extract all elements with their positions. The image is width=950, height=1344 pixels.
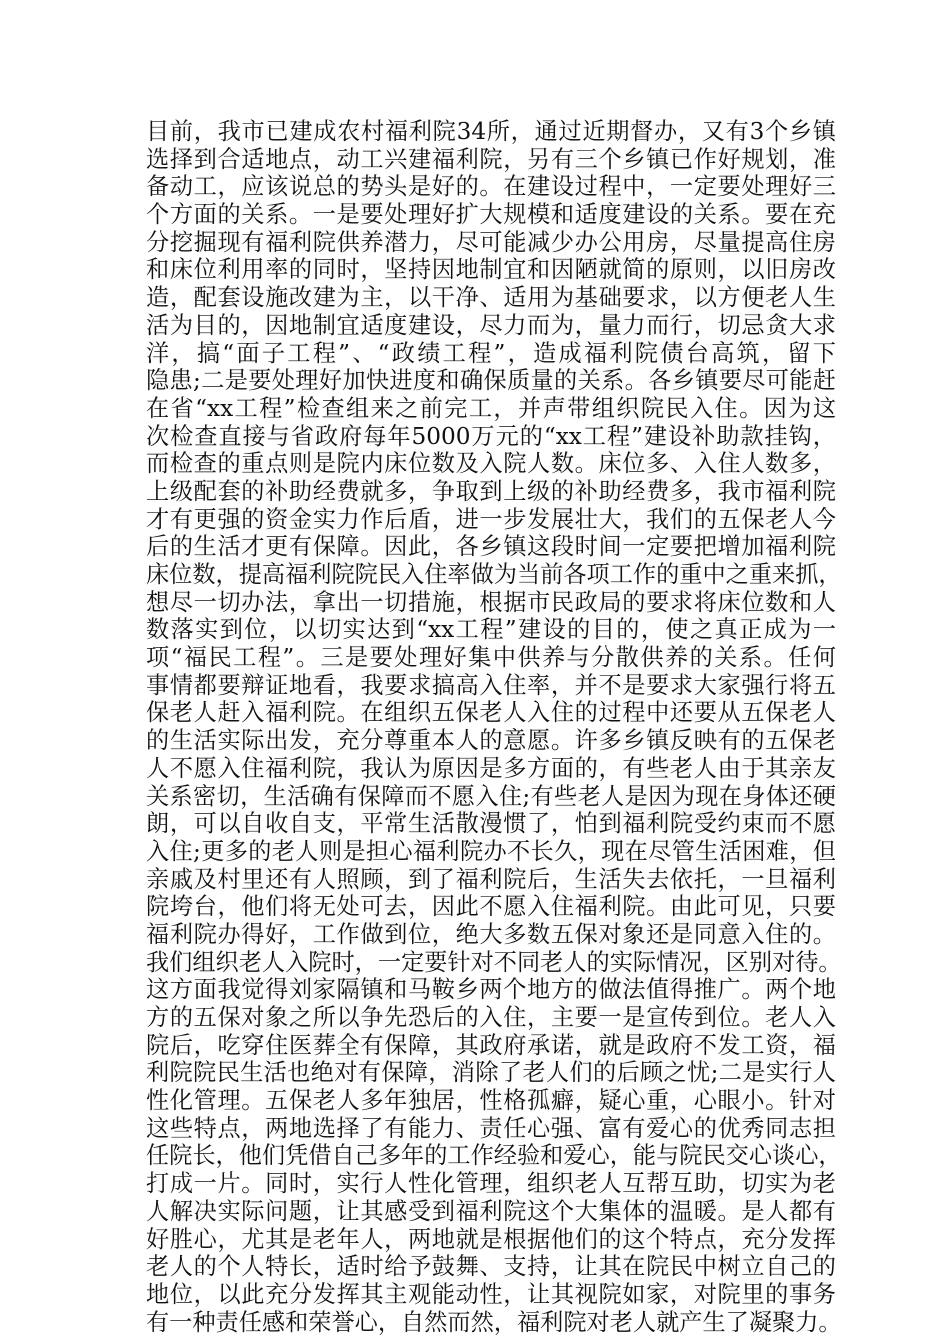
text-line: 造，配套设施改建为主，以干净、适用为基础要求，以方便老人生 (146, 284, 836, 312)
text-line: 项“福民工程”。三是要处理好集中供养与分散供养的关系。任何 (146, 644, 836, 672)
text-line: 和床位利用率的同时，坚持因地制宜和因陋就简的原则，以旧房改 (146, 256, 836, 284)
text-line: 备动工，应该说总的势头是好的。在建设过程中，一定要处理好三 (146, 173, 836, 201)
text-line: 的生活实际出发，充分尊重本人的意愿。许多乡镇反映有的五保老 (146, 727, 836, 755)
text-line: 我们组织老人入院时，一定要针对不同老人的实际情况，区别对待。 (146, 948, 842, 976)
text-line: 床位数，提高福利院院民入住率做为当前各项工作的重中之重来抓， (146, 561, 842, 588)
text-line: 想尽一切办法，拿出一切措施，根据市民政局的要求将床位数和人 (146, 588, 836, 616)
text-line: 福利院办得好，工作做到位，绝大多数五保对象还是同意入住的。 (146, 920, 836, 948)
text-line: 任院长，他们凭借自己多年的工作经验和爱心，能与院民交心谈心， (146, 1142, 842, 1170)
text-line: 朗，可以自收自支，平常生活散漫惯了，怕到福利院受约束而不愿 (146, 810, 836, 838)
text-line: 活为目的，因地制宜适度建设，尽力而为，量力而行，切忌贪大求 (146, 311, 836, 339)
text-line: 次检查直接与省政府每年5000万元的“xx工程”建设补助款挂钩， (146, 422, 836, 450)
text-line: 分挖掘现有福利院供养潜力，尽可能减少办公用房，尽量提高住房 (146, 228, 836, 256)
text-line: 关系密切，生活确有保障而不愿入住;有些老人是因为现在身体还硬 (146, 782, 836, 810)
text-line: 有一种责任感和荣誉心，自然而然，福利院对老人就产生了凝聚力。 (146, 1308, 842, 1336)
text-line: 保老人赶入福利院。在组织五保老人入住的过程中还要从五保老人 (146, 699, 836, 727)
text-line: 后的生活才更有保障。因此，各乡镇这段时间一定要把增加福利院 (146, 533, 836, 561)
body-paragraph (146, 118, 842, 1336)
text-line: 性化管理。五保老人多年独居，性格孤癖，疑心重，心眼小。针对 (146, 1087, 836, 1115)
text-line: 事情都要辩证地看，我要求搞高入住率，并不是要求大家强行将五 (146, 671, 836, 699)
text-line: 目前，我市已建成农村福利院34所，通过近期督办，又有3个乡镇 (146, 118, 836, 145)
text-line: 才有更强的资金实力作后盾，进一步发展壮大，我们的五保老人今 (146, 505, 836, 533)
text-line: 数落实到位，以切实达到“xx工程”建设的目的，使之真正成为一 (146, 616, 836, 644)
text-line: 洋，搞“面子工程”、“政绩工程”，造成福利院债台高筑，留下 (146, 339, 836, 367)
text-line: 地位，以此充分发挥其主观能动性，让其视院如家，对院里的事务 (146, 1280, 836, 1308)
text-line: 院垮台，他们将无处可去，因此不愿入住福利院。由此可见，只要 (146, 893, 836, 921)
text-line: 老人的个人特长，适时给予鼓舞、支持，让其在院民中树立自己的 (146, 1253, 836, 1281)
text-line: 隐患;二是要处理好加快进度和确保质量的关系。各乡镇要尽可能赶 (146, 367, 836, 395)
text-line: 选择到合适地点，动工兴建福利院，另有三个乡镇已作好规划，准 (146, 145, 836, 173)
text-line: 这些特点，两地选择了有能力、责任心强、富有爱心的优秀同志担 (146, 1114, 836, 1142)
text-line: 入住;更多的老人则是担心福利院办不长久，现在尽管生活困难，但 (146, 837, 836, 865)
text-line: 院后，吃穿住医葬全有保障，其政府承诺，就是政府不发工资，福 (146, 1031, 836, 1059)
text-line: 在省“xx工程”检查组来之前完工，并声带组织院民入住。因为这 (146, 394, 836, 422)
text-line: 个方面的关系。一是要处理好扩大规模和适度建设的关系。要在充 (146, 201, 836, 229)
text-line: 人解决实际问题，让其感受到福利院这个大集体的温暖。是人都有 (146, 1197, 836, 1225)
text-line: 上级配套的补助经费就多，争取到上级的补助经费多，我市福利院 (146, 477, 836, 505)
text-line: 这方面我觉得刘家隔镇和马鞍乡两个地方的做法值得推广。两个地 (146, 976, 836, 1004)
text-line: 打成一片。同时，实行人性化管理，组织老人互帮互助，切实为老 (146, 1170, 836, 1198)
text-line: 好胜心，尤其是老年人，两地就是根据他们的这个特点，充分发挥 (146, 1225, 836, 1253)
text-line: 利院院民生活也绝对有保障，消除了老人们的后顾之忧;二是实行人 (146, 1059, 836, 1087)
text-line: 而检查的重点则是院内床位数及入院人数。床位多、入住人数多， (146, 450, 836, 478)
text-line: 方的五保对象之所以争先恐后的入住，主要一是宣传到位。老人入 (146, 1004, 836, 1031)
text-line: 亲戚及村里还有人照顾，到了福利院后，生活失去依托，一旦福利 (146, 865, 836, 893)
text-line: 人不愿入住福利院，我认为原因是多方面的，有些老人由于其亲友 (146, 754, 836, 782)
